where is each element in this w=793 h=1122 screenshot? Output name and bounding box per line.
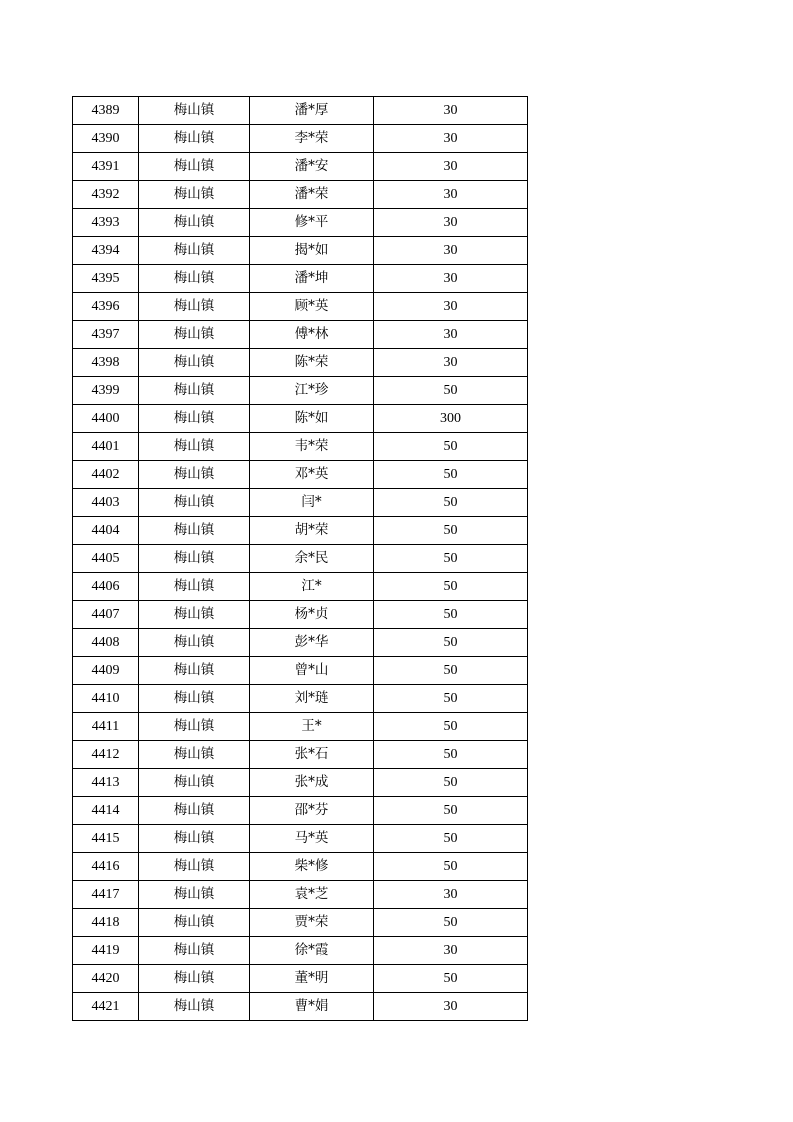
cell-serial-number: 4417 [73, 881, 139, 909]
cell-town: 梅山镇 [139, 545, 250, 573]
cell-amount: 50 [374, 489, 528, 517]
cell-serial-number: 4410 [73, 685, 139, 713]
cell-amount: 30 [374, 125, 528, 153]
cell-person-name: 潘*荣 [250, 181, 374, 209]
cell-person-name: 李*荣 [250, 125, 374, 153]
table-row [73, 433, 528, 461]
cell-serial-number: 4415 [73, 825, 139, 853]
cell-amount: 30 [374, 881, 528, 909]
cell-town: 梅山镇 [139, 237, 250, 265]
cell-person-name: 潘*坤 [250, 265, 374, 293]
cell-town: 梅山镇 [139, 153, 250, 181]
table-row [73, 153, 528, 181]
cell-amount: 50 [374, 517, 528, 545]
cell-town: 梅山镇 [139, 937, 250, 965]
cell-person-name: 闫* [250, 489, 374, 517]
cell-amount: 30 [374, 321, 528, 349]
cell-person-name: 余*民 [250, 545, 374, 573]
cell-serial-number: 4419 [73, 937, 139, 965]
data-table [72, 96, 528, 1021]
cell-person-name: 陈*如 [250, 405, 374, 433]
cell-amount: 50 [374, 657, 528, 685]
cell-amount: 50 [374, 769, 528, 797]
cell-amount: 30 [374, 293, 528, 321]
cell-person-name: 潘*厚 [250, 97, 374, 125]
cell-amount: 50 [374, 573, 528, 601]
cell-person-name: 徐*霞 [250, 937, 374, 965]
table-row [73, 909, 528, 937]
cell-serial-number: 4393 [73, 209, 139, 237]
cell-person-name: 邵*芬 [250, 797, 374, 825]
table-row [73, 349, 528, 377]
cell-person-name: 张*成 [250, 769, 374, 797]
cell-serial-number: 4420 [73, 965, 139, 993]
cell-amount: 300 [374, 405, 528, 433]
cell-amount: 50 [374, 545, 528, 573]
cell-person-name: 董*明 [250, 965, 374, 993]
cell-serial-number: 4391 [73, 153, 139, 181]
cell-serial-number: 4413 [73, 769, 139, 797]
cell-person-name: 顾*英 [250, 293, 374, 321]
table-row [73, 629, 528, 657]
cell-town: 梅山镇 [139, 601, 250, 629]
cell-town: 梅山镇 [139, 489, 250, 517]
cell-town: 梅山镇 [139, 433, 250, 461]
table-row [73, 489, 528, 517]
table-row [73, 965, 528, 993]
cell-serial-number: 4399 [73, 377, 139, 405]
table-row [73, 265, 528, 293]
cell-serial-number: 4395 [73, 265, 139, 293]
cell-town: 梅山镇 [139, 797, 250, 825]
cell-person-name: 贾*荣 [250, 909, 374, 937]
table-row [73, 993, 528, 1021]
cell-person-name: 江*珍 [250, 377, 374, 405]
cell-person-name: 江* [250, 573, 374, 601]
table-row [73, 237, 528, 265]
cell-serial-number: 4400 [73, 405, 139, 433]
cell-amount: 50 [374, 741, 528, 769]
cell-person-name: 潘*安 [250, 153, 374, 181]
cell-town: 梅山镇 [139, 377, 250, 405]
cell-amount: 50 [374, 797, 528, 825]
table-row [73, 741, 528, 769]
cell-town: 梅山镇 [139, 909, 250, 937]
cell-town: 梅山镇 [139, 965, 250, 993]
cell-serial-number: 4404 [73, 517, 139, 545]
cell-amount: 30 [374, 349, 528, 377]
cell-town: 梅山镇 [139, 853, 250, 881]
cell-amount: 30 [374, 153, 528, 181]
cell-serial-number: 4412 [73, 741, 139, 769]
cell-town: 梅山镇 [139, 881, 250, 909]
cell-town: 梅山镇 [139, 97, 250, 125]
cell-amount: 30 [374, 97, 528, 125]
cell-person-name: 邓*英 [250, 461, 374, 489]
cell-person-name: 修*平 [250, 209, 374, 237]
cell-amount: 30 [374, 265, 528, 293]
cell-serial-number: 4406 [73, 573, 139, 601]
cell-serial-number: 4392 [73, 181, 139, 209]
cell-amount: 50 [374, 713, 528, 741]
data-table-body [73, 97, 528, 1021]
table-row [73, 461, 528, 489]
cell-amount: 50 [374, 965, 528, 993]
cell-town: 梅山镇 [139, 461, 250, 489]
cell-town: 梅山镇 [139, 769, 250, 797]
cell-town: 梅山镇 [139, 321, 250, 349]
cell-serial-number: 4421 [73, 993, 139, 1021]
table-row [73, 601, 528, 629]
table-row [73, 97, 528, 125]
table-row [73, 125, 528, 153]
table-row [73, 937, 528, 965]
cell-amount: 30 [374, 993, 528, 1021]
cell-town: 梅山镇 [139, 713, 250, 741]
cell-serial-number: 4402 [73, 461, 139, 489]
table-row [73, 657, 528, 685]
table-row [73, 573, 528, 601]
cell-town: 梅山镇 [139, 265, 250, 293]
cell-person-name: 杨*贞 [250, 601, 374, 629]
cell-person-name: 王* [250, 713, 374, 741]
cell-person-name: 袁*芝 [250, 881, 374, 909]
table-row [73, 405, 528, 433]
cell-person-name: 揭*如 [250, 237, 374, 265]
table-row [73, 769, 528, 797]
cell-serial-number: 4397 [73, 321, 139, 349]
table-row [73, 853, 528, 881]
cell-amount: 50 [374, 853, 528, 881]
cell-person-name: 柴*修 [250, 853, 374, 881]
cell-amount: 50 [374, 461, 528, 489]
cell-town: 梅山镇 [139, 657, 250, 685]
cell-amount: 30 [374, 937, 528, 965]
table-row [73, 377, 528, 405]
table-row [73, 321, 528, 349]
cell-serial-number: 4416 [73, 853, 139, 881]
cell-person-name: 彭*华 [250, 629, 374, 657]
table-row [73, 713, 528, 741]
cell-amount: 50 [374, 377, 528, 405]
cell-amount: 50 [374, 825, 528, 853]
cell-town: 梅山镇 [139, 629, 250, 657]
table-row [73, 825, 528, 853]
cell-serial-number: 4407 [73, 601, 139, 629]
cell-serial-number: 4396 [73, 293, 139, 321]
table-row [73, 545, 528, 573]
cell-town: 梅山镇 [139, 825, 250, 853]
cell-person-name: 胡*荣 [250, 517, 374, 545]
cell-town: 梅山镇 [139, 993, 250, 1021]
cell-person-name: 刘*琏 [250, 685, 374, 713]
cell-town: 梅山镇 [139, 405, 250, 433]
cell-person-name: 张*石 [250, 741, 374, 769]
table-row [73, 517, 528, 545]
table-row [73, 209, 528, 237]
cell-serial-number: 4390 [73, 125, 139, 153]
cell-person-name: 曹*娟 [250, 993, 374, 1021]
table-row [73, 293, 528, 321]
cell-town: 梅山镇 [139, 181, 250, 209]
table-row [73, 881, 528, 909]
table-row [73, 685, 528, 713]
cell-amount: 50 [374, 629, 528, 657]
cell-person-name: 傅*林 [250, 321, 374, 349]
cell-town: 梅山镇 [139, 685, 250, 713]
cell-amount: 50 [374, 601, 528, 629]
cell-town: 梅山镇 [139, 573, 250, 601]
cell-serial-number: 4405 [73, 545, 139, 573]
cell-town: 梅山镇 [139, 349, 250, 377]
cell-amount: 50 [374, 909, 528, 937]
cell-person-name: 陈*荣 [250, 349, 374, 377]
cell-town: 梅山镇 [139, 741, 250, 769]
cell-serial-number: 4394 [73, 237, 139, 265]
cell-serial-number: 4408 [73, 629, 139, 657]
cell-amount: 50 [374, 433, 528, 461]
cell-person-name: 曾*山 [250, 657, 374, 685]
cell-town: 梅山镇 [139, 209, 250, 237]
table-row [73, 181, 528, 209]
cell-serial-number: 4403 [73, 489, 139, 517]
cell-serial-number: 4411 [73, 713, 139, 741]
cell-town: 梅山镇 [139, 293, 250, 321]
table-row [73, 797, 528, 825]
cell-person-name: 马*英 [250, 825, 374, 853]
cell-amount: 30 [374, 237, 528, 265]
cell-serial-number: 4398 [73, 349, 139, 377]
cell-serial-number: 4389 [73, 97, 139, 125]
cell-town: 梅山镇 [139, 517, 250, 545]
cell-amount: 50 [374, 685, 528, 713]
cell-serial-number: 4401 [73, 433, 139, 461]
cell-person-name: 韦*荣 [250, 433, 374, 461]
cell-serial-number: 4418 [73, 909, 139, 937]
cell-serial-number: 4414 [73, 797, 139, 825]
cell-serial-number: 4409 [73, 657, 139, 685]
cell-amount: 30 [374, 181, 528, 209]
cell-amount: 30 [374, 209, 528, 237]
cell-town: 梅山镇 [139, 125, 250, 153]
